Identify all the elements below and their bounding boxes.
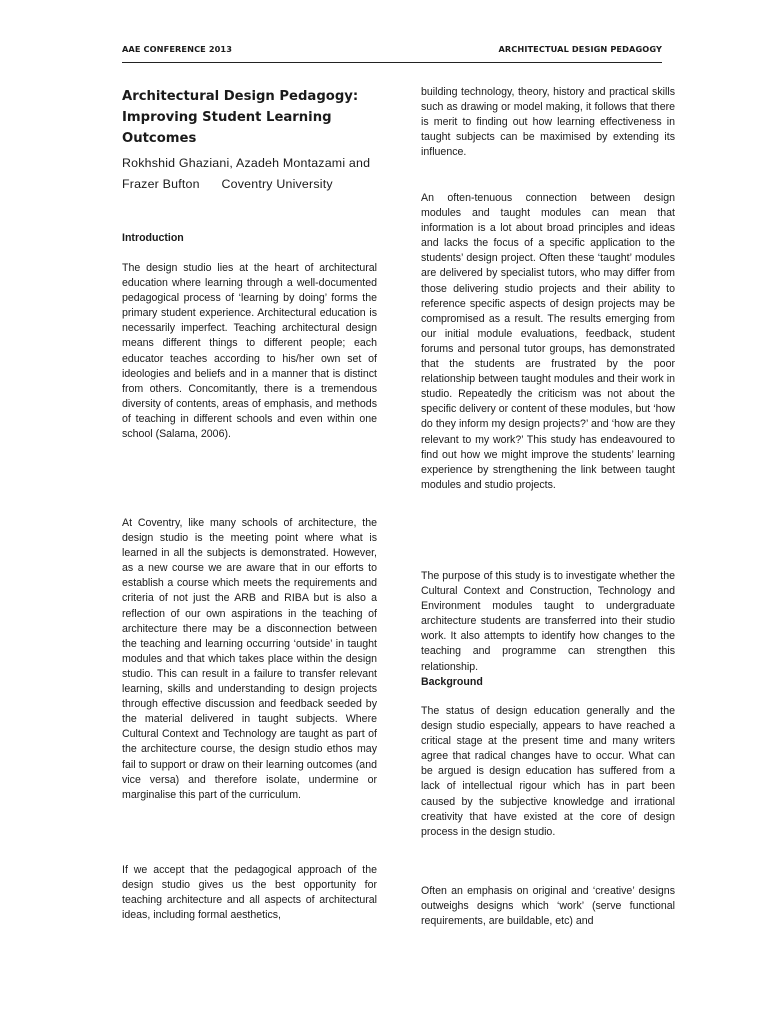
running-title: ARCHITECTUAL DESIGN PEDAGOGY xyxy=(498,44,662,54)
paragraph: If we accept that the pedagogical approach of the design studio gives us the best opportunity for teaching architecture and all aspects of architectural ideas, including formal aesthetics, xyxy=(122,864,377,922)
paragraph: The status of design education generally and the design studio especially, appears to have reached a critical stage at the present time and many writers agree that radical changes have to occur. What can be argued is design education has suffered from a lack of intellectual rigour which has in part been caused by the subjective knowledge and irrational creativity that have existed at the core of design process in the design studio. xyxy=(421,705,675,838)
paper-title: Architectural Design Pedagogy: Improving Student Learning Outcomes xyxy=(122,89,359,146)
paragraph: An often-tenuous connection between design modules and taught modules can mean that information is a lot about broad principles and ideas and lacks the focus of a specific application to the students’ design project. Often these ‘taught’ modules are delivered by specialist tutors, who may differ from those delivering studio projects and their ability to reference specific aspects of design projects may be compromised as a result. The results emerging from our initial module evaluations, feedback, student forums and personal tutor groups, has demonstrated that the students are frustrated by the poor relationship between taught modules and their work in studio. Repeatedly the criticism was not about the specific delivery or content of these modules, but ‘how do they inform my design projects?’ and ‘how are they relevant to my work?’ This study has endeavoured to find out how we might improve the students’ learning experience by strengthening the link between taught modules and studio projects. xyxy=(421,192,675,491)
running-header xyxy=(122,44,662,58)
paragraph: building technology, theory, history and practical skills such as drawing or model making, it follows that there is merit to finding out how learning effectiveness in taught subjects can be maximised by extending its influence. xyxy=(421,86,675,159)
paragraph: The design studio lies at the heart of architectural education where learning through a well-documented pedagogical process of ‘learning by doing’ forms the primary student experience. Architectural education is necessarily imperfect. Teaching architectural design means different things to different people; each educator teaches according to his/her own set of ideologies and beliefs and in a manner that is distinct from others. Concomitantly, there is a tremendous diversity of contents, areas of emphasis, and methods of teaching in different schools and even within one school (Salama, 2006). xyxy=(122,262,377,441)
paragraph: At Coventry, like many schools of architecture, the design studio is the meeting point where what is learned in all the subjects is demonstrated. However, as a new course we are aware that in our efforts to establish a course which meets the requirements and criteria of not just the ARB and RIBA but is also a reflection of our own aspirations in the teaching of architecture there may be a disconnection between the teaching and learning occurring ‘outside’ in taught modules and that which takes place within the design studio. This can result in a failure to transfer relevant learning, skills and understanding to design projects through effective discussion and feedback seeded by the material delivered in taught subjects. Where Cultural Context and Technology are taught as part of the architecture course, the design studio ethos may fail to support or draw on their learning outcomes (and vice versa) and therefore isolate, undermine or marginalise this part of the curriculum. xyxy=(122,517,377,801)
section-heading-background: Background xyxy=(421,676,483,688)
header-divider xyxy=(122,62,662,63)
conference-label: AAE CONFERENCE 2013 xyxy=(122,44,233,54)
paragraph: The purpose of this study is to investigate whether the Cultural Context and Construction, Technology and Environment modules taught to undergraduate architecture students are transferred into their studio work. It also attempts to identify how changes to the teaching and programme can strengthen this relationship. xyxy=(421,570,675,673)
paragraph: Often an emphasis on original and ‘creative’ designs outweighs designs which ‘work’ (serve functional requirements, are buildable, etc) and xyxy=(421,885,675,928)
section-heading-introduction: Introduction xyxy=(122,232,184,244)
author-block xyxy=(122,153,382,195)
authors-line-2: Frazer Bufton Coventry University xyxy=(122,177,333,191)
authors-line-1: Rokhshid Ghaziani, Azadeh Montazami and xyxy=(122,156,371,170)
